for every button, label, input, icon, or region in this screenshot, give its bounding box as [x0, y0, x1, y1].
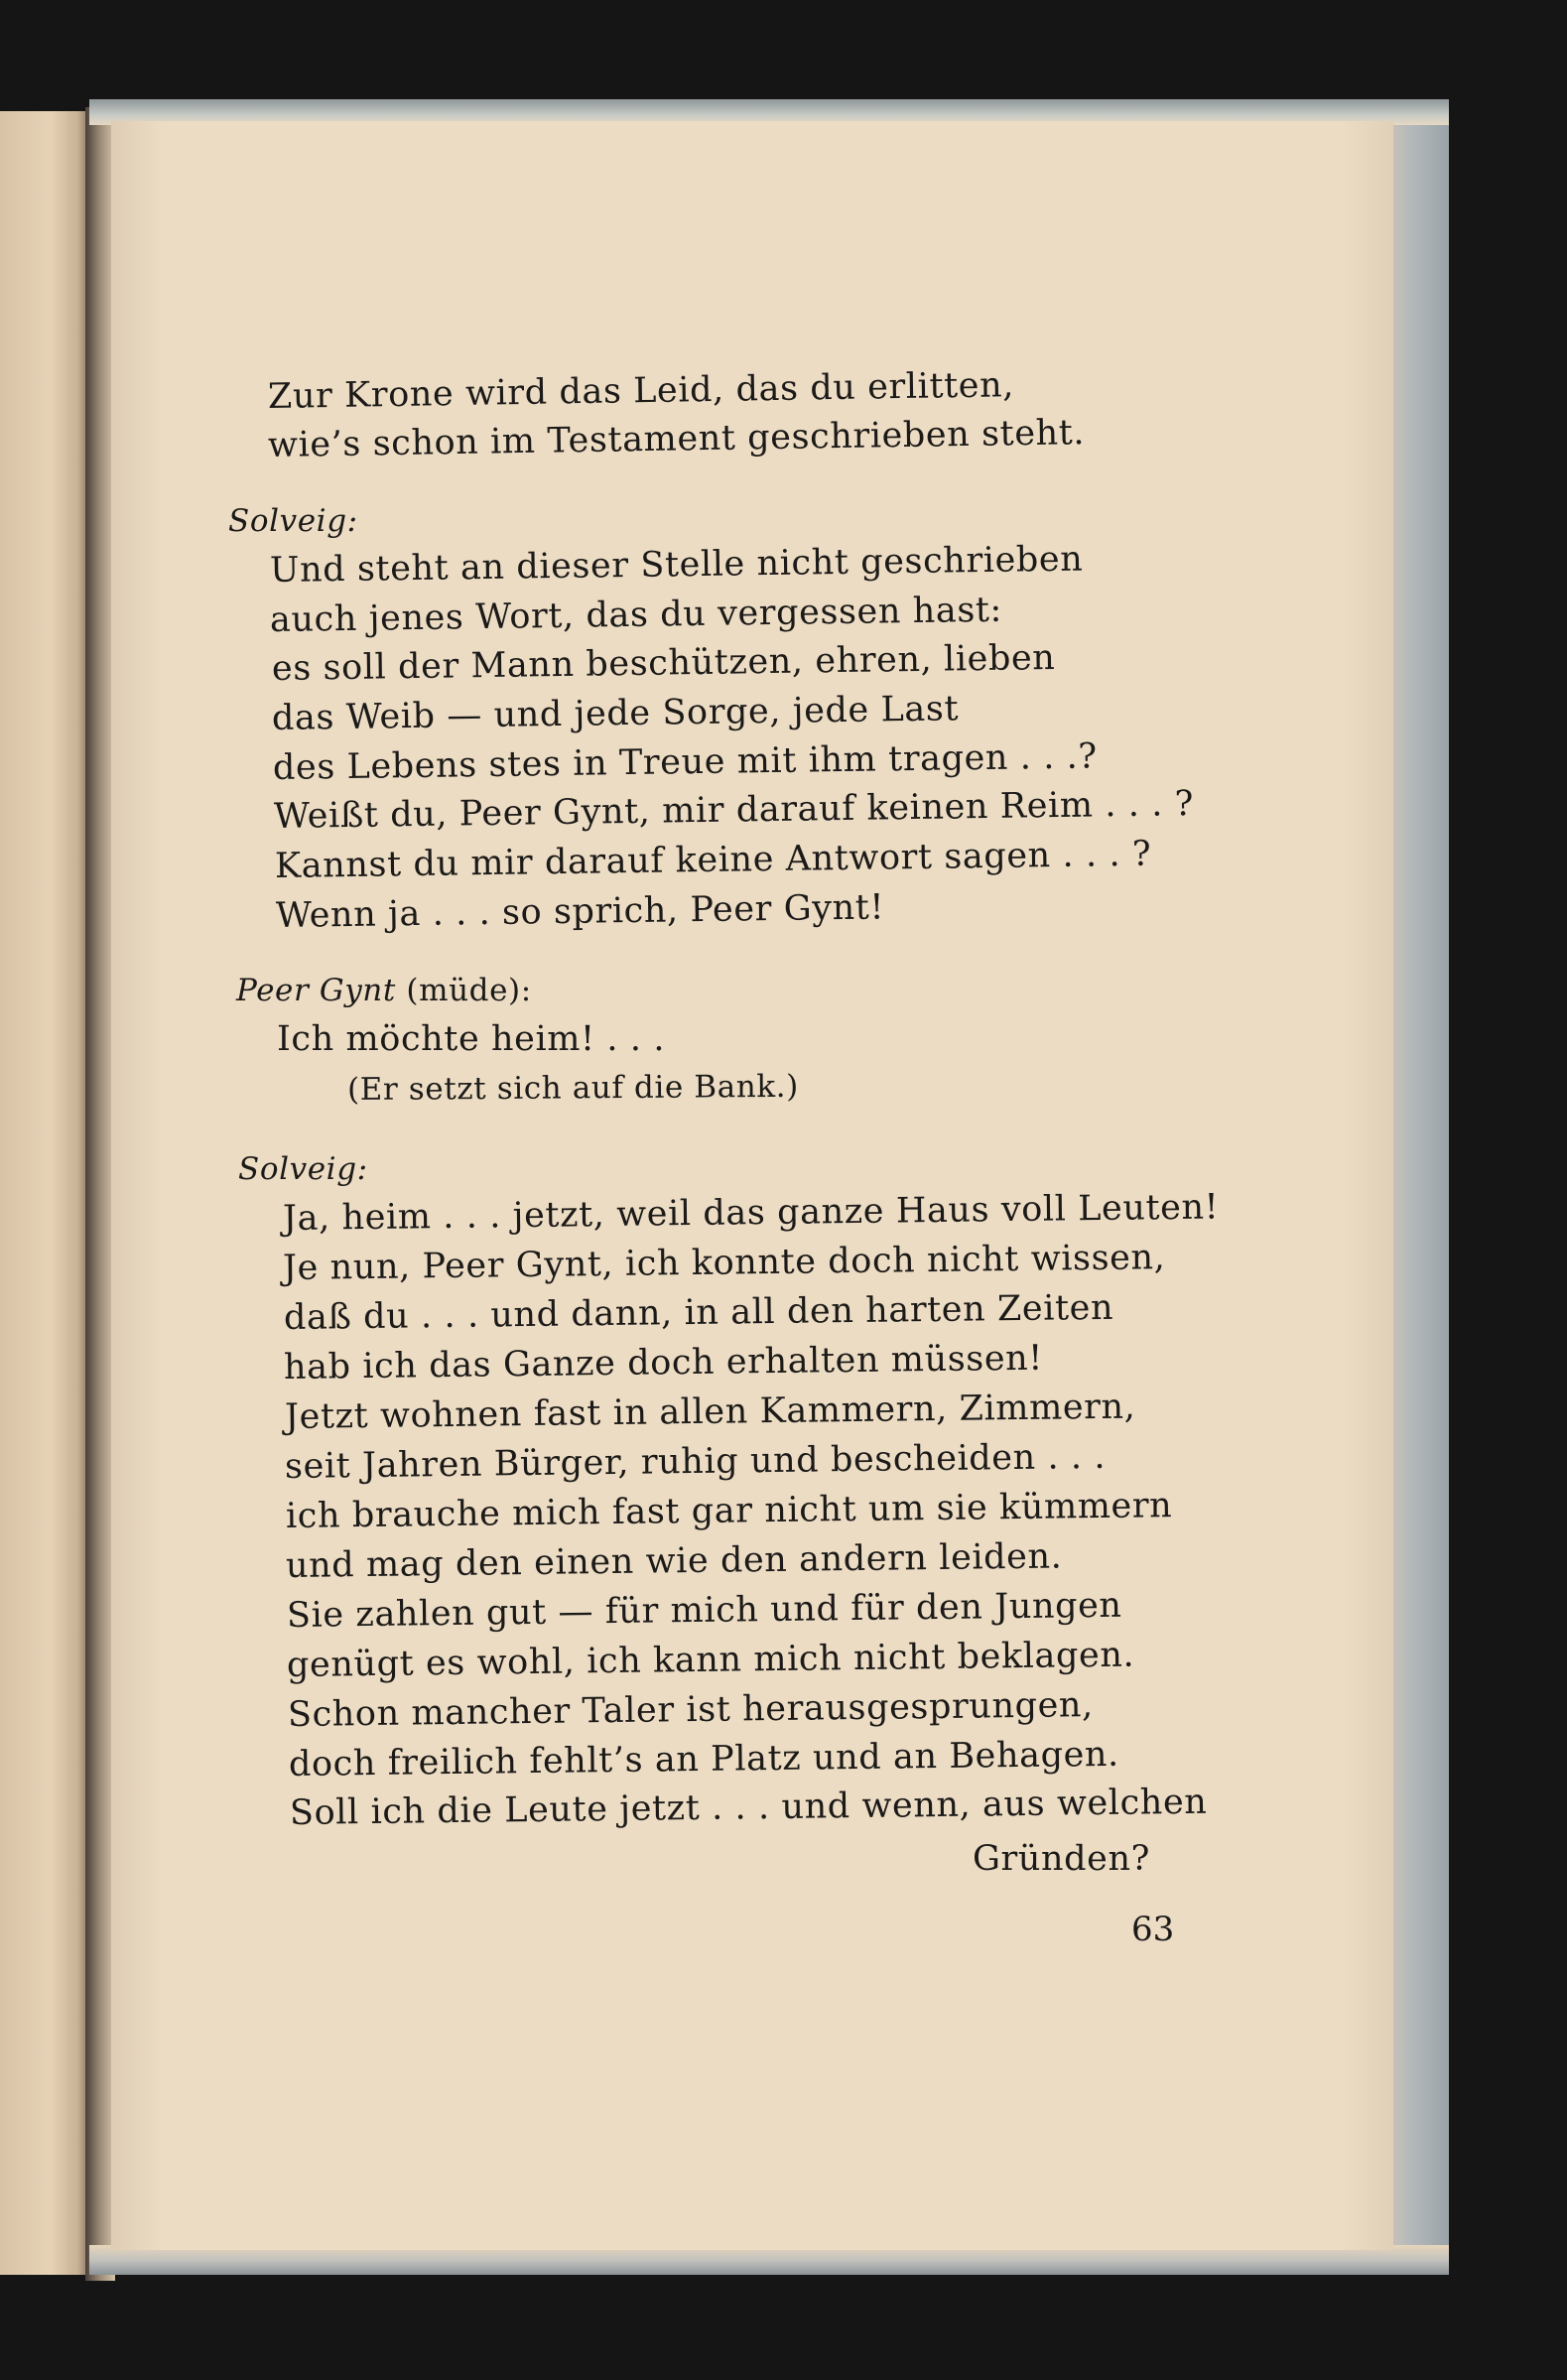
verse-line: ich brauche mich fast gar nicht um sie kümmern: [285, 1486, 1173, 1536]
page-number: 63: [1131, 1910, 1175, 1949]
verse-line: des Lebens stes in Treue mit ihm tragen . . .?: [272, 736, 1099, 788]
verse-line: Zur Krone wird das Leid, das du erlitten,: [267, 365, 1015, 417]
speaker-name: Peer Gynt: [236, 973, 396, 1008]
cover-board-edge: [1384, 99, 1449, 2263]
verse-line: Sie zahlen gut — für mich und für den Jungen: [286, 1585, 1122, 1636]
speaker-label: Solveig:: [238, 1151, 368, 1187]
verse-line: hab ich das Ganze doch erhalten müssen!: [283, 1338, 1044, 1388]
verse-line: das Weib — und jede Sorge, jede Last: [271, 689, 960, 738]
verse-line: und mag den einen wie den andern leiden.: [285, 1536, 1063, 1586]
facing-page-edge: [0, 111, 91, 2275]
verse-line: auch jenes Wort, das du vergessen hast:: [269, 590, 1003, 640]
book-page: [111, 121, 1393, 2250]
speaker-note: (müde):: [406, 973, 532, 1008]
verse-line: wie’s schon im Testament geschrieben steht.: [267, 413, 1086, 465]
verse-line: Ja, heim . . . jetzt, weil das ganze Haus voll Leuten!: [282, 1187, 1220, 1239]
verse-line: genügt es wohl, ich kann mich nicht beklagen.: [286, 1635, 1135, 1685]
verse-line: seit Jahren Bürger, ruhig und bescheiden . . .: [284, 1436, 1107, 1487]
verse-line: Wenn ja . . . so sprich, Peer Gynt!: [275, 887, 885, 936]
verse-line: Kannst du mir darauf keine Antwort sagen . . . ?: [274, 834, 1152, 886]
verse-line: Schon mancher Taler ist herausgesprungen,: [287, 1685, 1094, 1735]
verse-line: Jetzt wohnen fast in allen Kammern, Zimmern,: [284, 1387, 1136, 1437]
verse-line-overflow: Gründen?: [973, 1839, 1150, 1879]
verse-line: doch freilich fehlt’s an Platz und an Behagen.: [288, 1734, 1120, 1785]
speaker-label: Solveig:: [228, 503, 358, 539]
stage-direction: (Er setzt sich auf die Bank.): [346, 1068, 799, 1108]
verse-line: Soll ich die Leute jetzt . . . und wenn, aus welchen: [289, 1782, 1208, 1833]
verse-line: Und steht an dieser Stelle nicht geschrieben: [269, 539, 1084, 591]
verse-line: Weißt du, Peer Gynt, mir darauf keinen Reim . . . ?: [273, 784, 1195, 837]
verse-line: Ich möchte heim! . . .: [277, 1019, 666, 1059]
verse-line: Je nun, Peer Gynt, ich konnte doch nicht wissen,: [282, 1238, 1166, 1288]
speaker-label: [236, 973, 532, 1008]
verse-line: es soll der Mann beschützen, ehren, lieben: [271, 637, 1056, 689]
verse-line: daß du . . . und dann, in all den harten Zeiten: [283, 1287, 1114, 1338]
